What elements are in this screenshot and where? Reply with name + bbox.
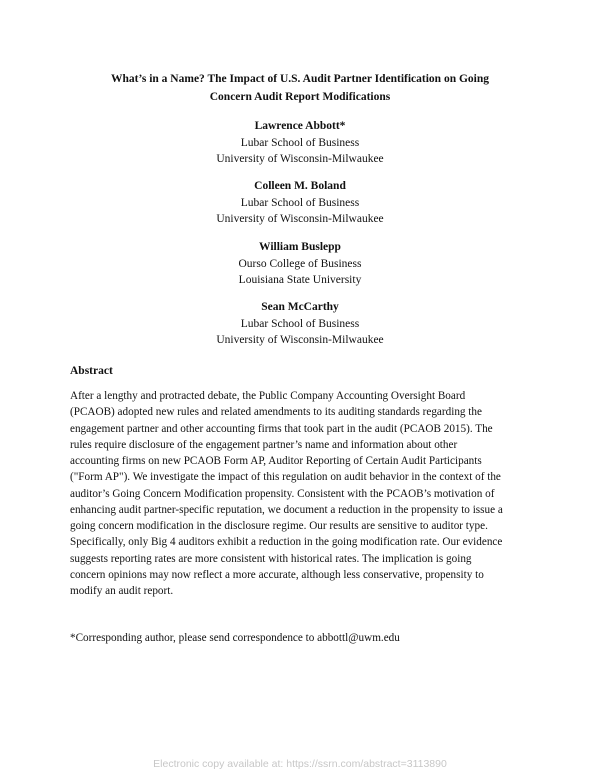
abstract-line: going concern modification in the disclosure regime. Our results are sensitive to auditor type. bbox=[70, 520, 488, 532]
author-block bbox=[150, 118, 450, 168]
title-line-2: Concern Audit Report Modifications bbox=[209, 91, 391, 103]
abstract-line: Specifically, only Big 4 auditors exhibit a reduction in the going modification rate. Our evidence bbox=[70, 536, 503, 549]
abstract-line: After a lengthy and protracted debate, the Public Company Accounting Oversight Board bbox=[70, 390, 466, 402]
abstract-line: engagement partner and other accounting firms that took part in the audit (PCAOB 2015). The bbox=[70, 422, 493, 435]
abstract-line: concern opinions may now reflect a more accurate, although less conservative, propensity to bbox=[70, 568, 484, 581]
corresponding-author-footnote: *Corresponding author, please send correspondence to abbottl@uwm.edu bbox=[70, 632, 400, 644]
abstract-line: modify an audit report. bbox=[70, 585, 174, 597]
author-affiliation: Lubar School of Business bbox=[240, 317, 360, 330]
author-institution: University of Wisconsin-Milwaukee bbox=[216, 334, 384, 346]
abstract-body bbox=[70, 388, 538, 599]
author-institution: University of Wisconsin-Milwaukee bbox=[216, 213, 384, 225]
author-name: Lawrence Abbott* bbox=[254, 120, 346, 132]
author-block bbox=[150, 178, 450, 228]
abstract-line: ("Form AP"). We investigate the impact of this regulation on audit behavior in the context of the bbox=[70, 471, 501, 484]
paper-title bbox=[60, 70, 540, 106]
abstract-line: rules require disclosure of the engagement partner’s name and information about other bbox=[70, 438, 458, 451]
abstract-line: accounting firms on new PCAOB Form AP, Auditor Reporting of Certain Audit Participants bbox=[70, 455, 482, 467]
abstract-line: (PCAOB) adopted new rules and related amendments to its auditing standards regarding the bbox=[70, 406, 482, 419]
abstract-heading: Abstract bbox=[70, 365, 113, 377]
author-name: Colleen M. Boland bbox=[254, 180, 346, 192]
author-affiliation: Lubar School of Business bbox=[240, 196, 360, 209]
author-institution: Louisiana State University bbox=[238, 274, 362, 286]
author-block bbox=[150, 239, 450, 289]
author-affiliation: Ourso College of Business bbox=[238, 257, 362, 270]
ssrn-watermark: Electronic copy available at: https://ssrn.com/abstract=3113890 bbox=[153, 758, 447, 770]
abstract-line: enhancing audit partner-specific reputation, we document a reduction in the propensity to issue a bbox=[70, 503, 503, 516]
title-line-1: What’s in a Name? The Impact of U.S. Audit Partner Identification on Going bbox=[110, 73, 490, 85]
author-name: William Buslepp bbox=[259, 241, 341, 253]
abstract-line: suggests reporting rates are more consistent with historical rates. The implication is going bbox=[70, 552, 472, 565]
author-institution: University of Wisconsin-Milwaukee bbox=[216, 153, 384, 165]
abstract-line: auditor’s Going Concern Modification propensity. Consistent with the PCAOB’s motivation of bbox=[70, 487, 495, 500]
author-affiliation: Lubar School of Business bbox=[240, 136, 360, 149]
author-block bbox=[150, 299, 450, 349]
author-name: Sean McCarthy bbox=[261, 301, 339, 313]
